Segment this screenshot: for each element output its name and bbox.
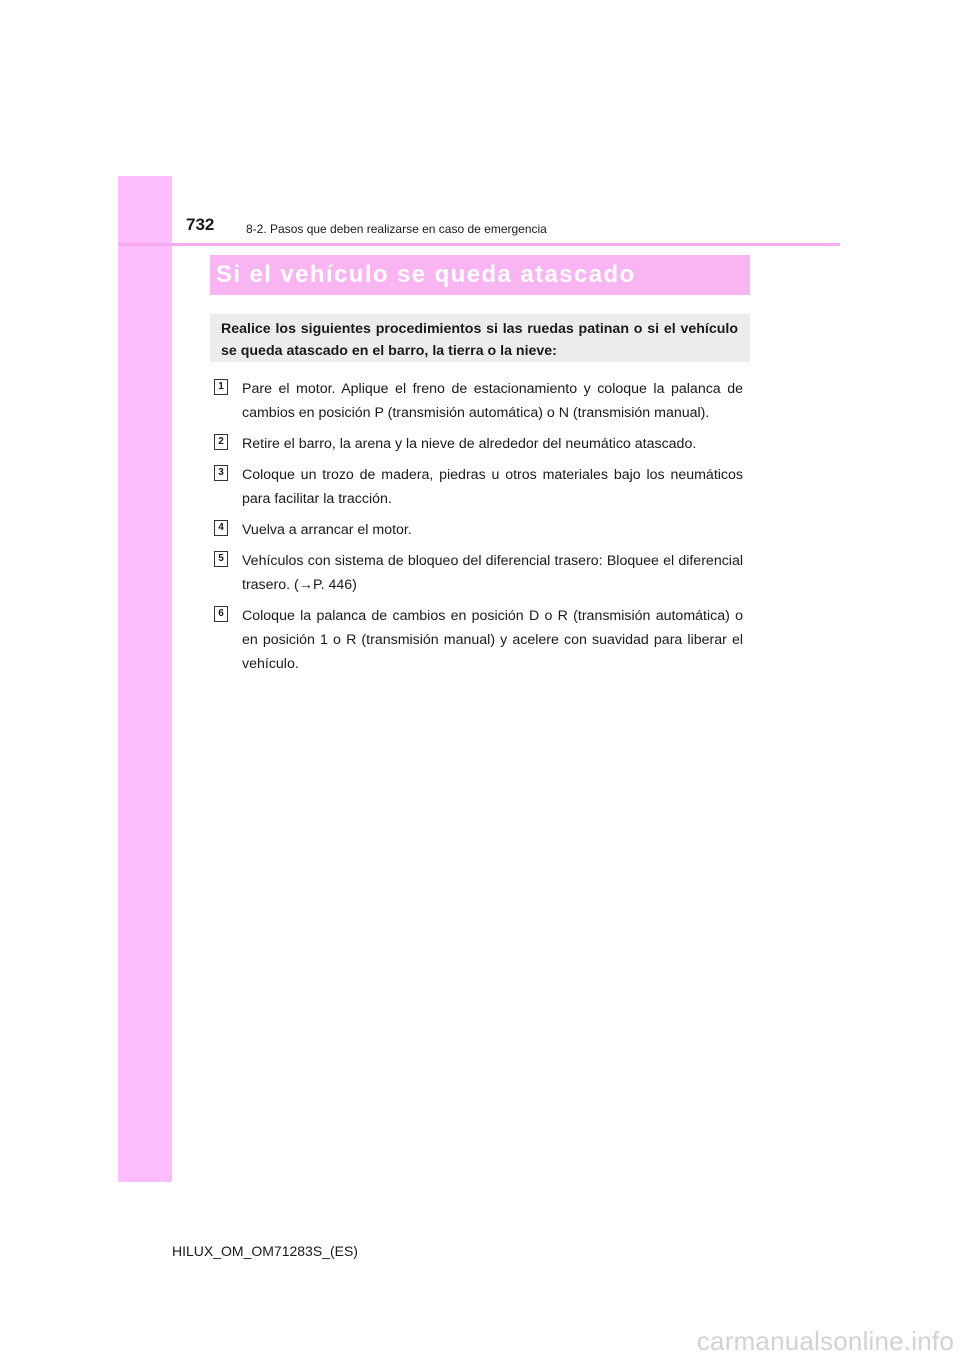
step-number-badge: 5: [214, 551, 228, 567]
step-number-badge: 3: [214, 465, 228, 481]
title-bar: [210, 255, 750, 295]
step-item: [214, 549, 743, 597]
step-text: Coloque la palanca de cambios en posición D o R (transmisión automática) o en posición 1 o R (transmisión manual) y acelere con suavidad para liberar el vehículo.: [242, 608, 743, 672]
step-item: [214, 518, 743, 542]
step-item: [214, 463, 743, 511]
page-number: 732: [186, 215, 215, 234]
header-rule: [118, 243, 840, 246]
step-text: Vuelva a arrancar el motor.: [242, 522, 412, 538]
intro-box: Realice los siguientes procedimientos si las ruedas patinan o si el vehículo se queda atascado en el barro, la tierra o la nieve:: [210, 314, 750, 362]
side-color-band: [118, 176, 172, 1182]
step-number-badge: 4: [214, 520, 228, 536]
step-text: Retire el barro, la arena y la nieve de alrededor del neumático atascado.: [242, 436, 697, 452]
step-number-badge: 1: [214, 379, 228, 395]
step-number-badge: 2: [214, 434, 228, 450]
footer-document-code: HILUX_OM_OM71283S_(ES): [172, 1243, 358, 1259]
section-heading: 8-2. Pasos que deben realizarse en caso de emergencia: [246, 222, 547, 236]
step-item: [214, 604, 743, 676]
step-item: [214, 377, 743, 425]
watermark: carmanualsonline.info: [696, 1326, 954, 1356]
steps-list: [214, 377, 743, 683]
step-number-badge: 6: [214, 606, 228, 622]
step-item: [214, 432, 743, 456]
step-text: Vehículos con sistema de bloqueo del diferencial trasero: Bloquee el diferencial trasero. (→P. 446): [242, 553, 743, 593]
step-text: Pare el motor. Aplique el freno de estacionamiento y coloque la palanca de cambios en posición P (transmisión automática) o N (transmisión manual).: [242, 381, 743, 421]
step-text: Coloque un trozo de madera, piedras u otros materiales bajo los neumáticos para facilitar la tracción.: [242, 467, 743, 507]
page-title: Si el vehículo se queda atascado: [216, 261, 636, 288]
